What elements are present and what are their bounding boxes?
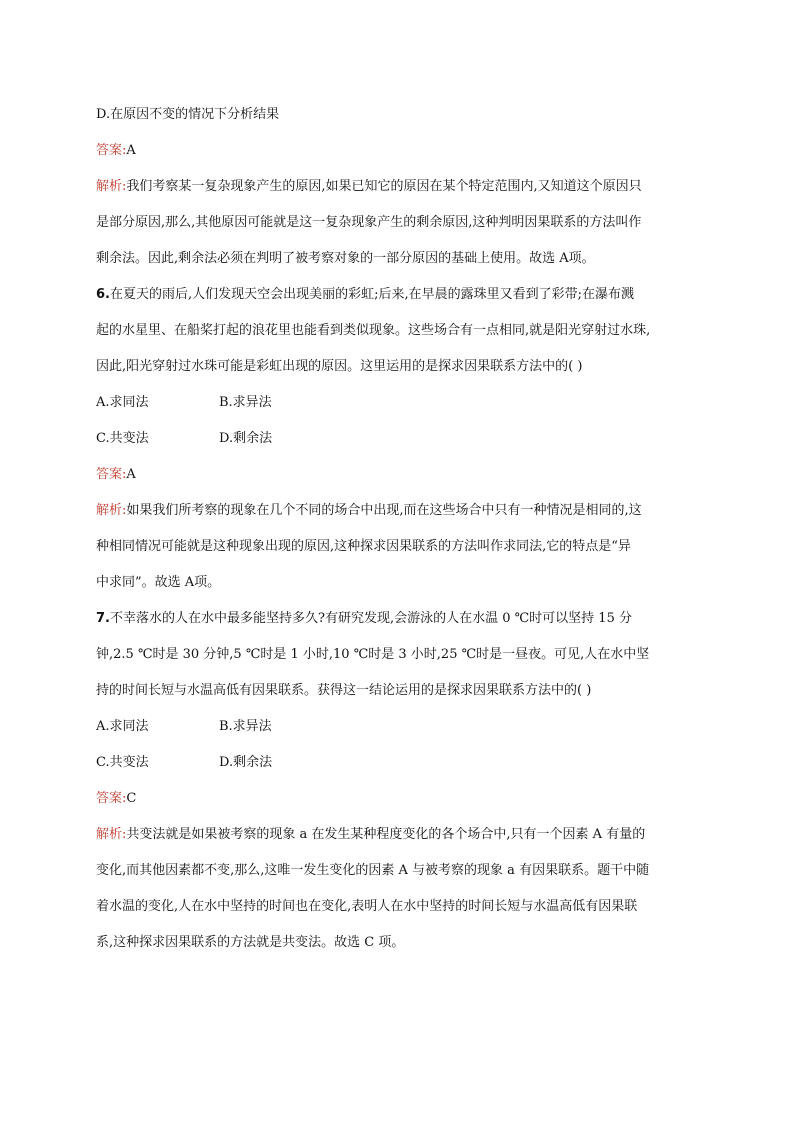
q5-analysis-line-1 xyxy=(96,178,642,196)
answer-value: A xyxy=(126,467,136,482)
answer-value: A xyxy=(126,143,136,158)
q5-analysis-line-3: 剩余法。因此,剩余法必须在判明了被考察对象的一部分原因的基础上使用。故选 A项。 xyxy=(96,251,595,266)
analysis-label: 解析: xyxy=(96,179,127,194)
q6-option-c: C.共变法 xyxy=(96,431,149,446)
q7-stem-line-2: 钟,2.5 ℃时是 30 分钟,5 ℃时是 1 小时,10 ℃时是 3 小时,25 ℃时是一昼夜。可见,人在水中坚 xyxy=(96,647,650,662)
q6-analysis-line-2: 种相同情况可能就是这种现象出现的原因,这种探求因果联系的方法叫作求同法,它的特点是“异 xyxy=(96,539,631,554)
q7-option-a: A.求同法 xyxy=(96,719,149,734)
analysis-label: 解析: xyxy=(96,827,127,842)
answer-label: 答案: xyxy=(96,143,127,158)
q7-analysis-line-2: 变化,而其他因素都不变,那么,这唯一发生变化的因素 A 与被考察的现象 a 有因果联系。题干中随 xyxy=(96,863,650,878)
stem-text: 在夏天的雨后,人们发现天空会出现美丽的彩虹;后来,在早晨的露珠里又看到了彩带;在瀑布溅 xyxy=(109,287,635,302)
q5-analysis-line-2: 是部分原因,那么,其他原因可能就是这一复杂现象产生的剩余原因,这种判明因果联系的方法叫作 xyxy=(96,215,642,230)
q6-stem-line-2: 起的水星里、在船桨打起的浪花里也能看到类似现象。这些场合有一点相同,就是阳光穿射过水珠, xyxy=(96,323,651,338)
q7-stem-line-3: 持的时间长短与水温高低有因果联系。获得这一结论运用的是探求因果联系方法中的( ) xyxy=(96,683,592,698)
q7-answer xyxy=(96,790,136,808)
question-number: 7. xyxy=(96,611,110,626)
answer-label: 答案: xyxy=(96,791,127,806)
analysis-label: 解析: xyxy=(96,503,127,518)
q6-stem-line-3: 因此,阳光穿射过水珠可能是彩虹出现的原因。这里运用的是探求因果联系方法中的( ) xyxy=(96,359,583,374)
analysis-text: 共变法就是如果被考察的现象 a 在发生某种程度变化的各个场合中,只有一个因素 A 有量的 xyxy=(126,827,646,842)
q7-option-d: D.剩余法 xyxy=(219,755,273,770)
q7-stem-line-1 xyxy=(96,610,632,628)
q7-analysis-line-1 xyxy=(96,826,645,844)
analysis-text: 我们考察某一复杂现象产生的原因,如果已知它的原因在某个特定范围内,又知道这个原因只 xyxy=(126,179,642,194)
q6-answer xyxy=(96,466,136,484)
q6-analysis-line-1 xyxy=(96,502,642,520)
q5-option-d: D.在原因不变的情况下分析结果 xyxy=(96,107,280,122)
q7-analysis-line-4: 系,这种探求因果联系的方法就是共变法。故选 C 项。 xyxy=(96,935,405,950)
q7-option-b: B.求异法 xyxy=(219,719,272,734)
answer-value: C xyxy=(126,791,137,806)
q5-answer xyxy=(96,142,136,160)
answer-label: 答案: xyxy=(96,467,127,482)
q6-stem-line-1 xyxy=(96,286,634,304)
q6-option-a: A.求同法 xyxy=(96,395,149,410)
q6-option-b: B.求异法 xyxy=(219,395,272,410)
q7-analysis-line-3: 着水温的变化,人在水中坚持的时间也在变化,表明人在水中坚持的时间长短与水温高低有因果联 xyxy=(96,899,638,914)
stem-text: 不幸落水的人在水中最多能坚持多久?有研究发现,会游泳的人在水温 0 ℃时可以坚持 15 分 xyxy=(109,611,632,626)
question-number: 6. xyxy=(96,287,110,302)
q7-option-c: C.共变法 xyxy=(96,755,149,770)
q6-option-d: D.剩余法 xyxy=(219,431,273,446)
q6-analysis-line-3: 中求同”。故选 A项。 xyxy=(96,575,221,590)
analysis-text: 如果我们所考察的现象在几个不同的场合中出现,而在这些场合中只有一种情况是相同的,这 xyxy=(126,503,642,518)
